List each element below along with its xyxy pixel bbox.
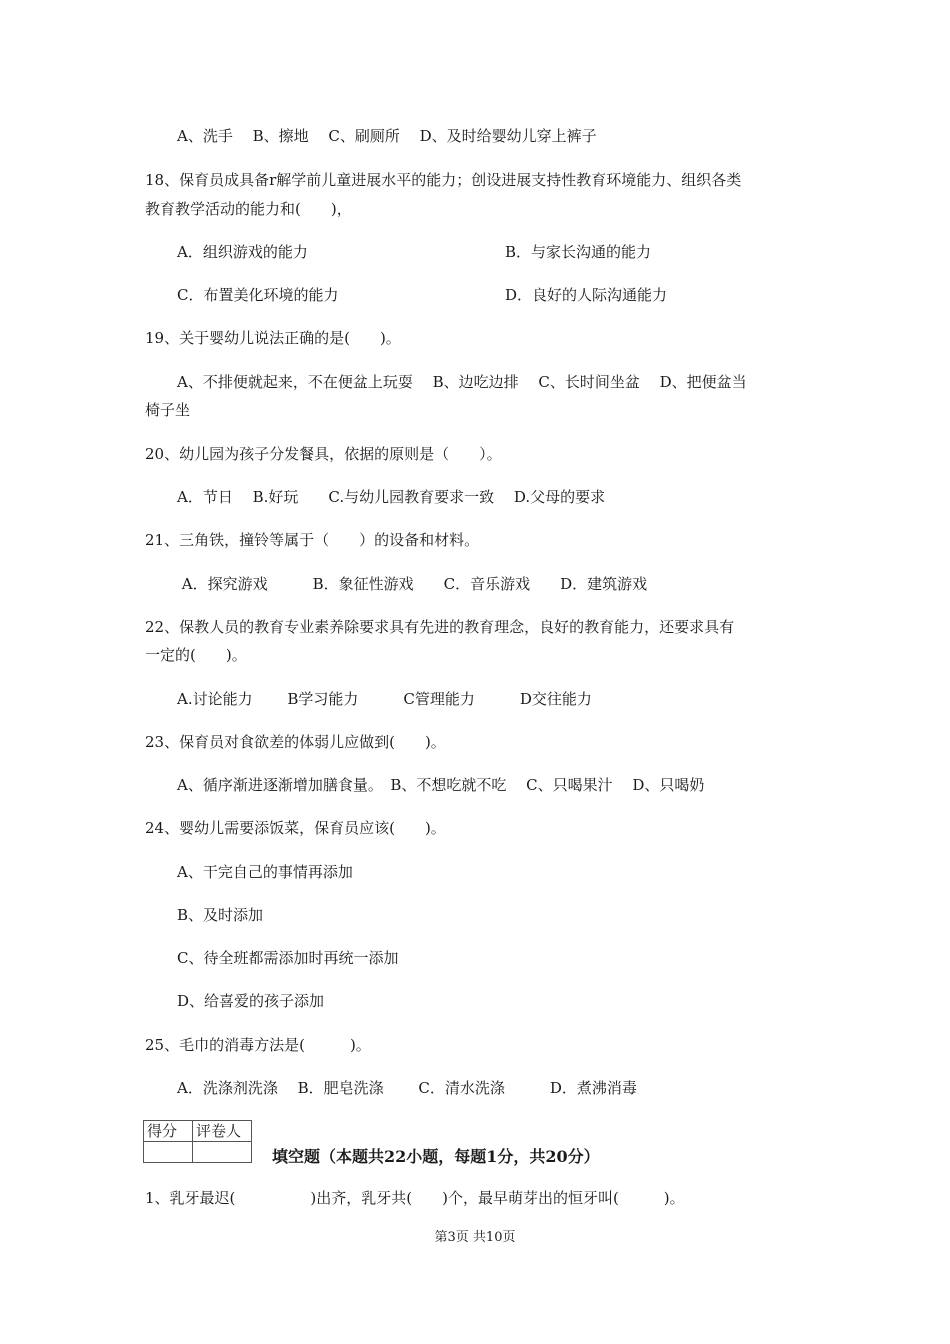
page-footer: 第3页 共10页 — [434, 1230, 516, 1245]
q18-text-line2: 教育教学活动的能力和( )， — [145, 200, 352, 218]
q23-options: A、循序渐进逐渐增加膳食量。 B、不想吃就不吃 C、只喝果汁 D、只喝奶 — [177, 776, 705, 794]
score-cell — [144, 1142, 193, 1163]
q24-option-d: D、给喜爱的孩子添加 — [177, 992, 325, 1010]
q18-option-b: B．与家长沟通的能力 — [505, 243, 652, 261]
grader-label: 评卷人 — [193, 1121, 252, 1142]
score-label: 得分 — [144, 1121, 193, 1142]
q25-text: 25、毛巾的消毒方法是( )。 — [145, 1036, 371, 1054]
q19-options-line2: 椅子坐 — [145, 401, 191, 419]
q20-text: 20、幼儿园为孩子分发餐具，依据的原则是（ ）。 — [145, 445, 502, 463]
q24-option-c: C、待全班都需添加时再统一添加 — [177, 949, 399, 967]
section-title: 填空题（本题共22小题，每题1分，共20分） — [272, 1147, 600, 1166]
q19-options-line1: A、不排便就起来，不在便盆上玩耍 B、边吃边排 C、长时间坐盆 D、把便盆当 — [177, 373, 747, 391]
q19-text: 19、关于婴幼儿说法正确的是( )。 — [145, 329, 401, 347]
q23-text: 23、保育员对食欲差的体弱儿应做到( )。 — [145, 733, 446, 751]
q20-options: A．节日 B.好玩 C.与幼儿园教育要求一致 D.父母的要求 — [177, 488, 606, 506]
q18-text-line1: 18、保育员成具备r解学前儿童进展水平的能力；创设进展支持性教育环境能力、组织各类 — [145, 171, 742, 189]
fill-q1-text: 1、乳牙最迟( )出齐，乳牙共( )个，最早萌芽出的恒牙叫( )。 — [145, 1189, 685, 1207]
grader-cell — [193, 1142, 252, 1163]
q22-text-line2: 一定的( )。 — [145, 646, 247, 664]
q18-option-d: D．良好的人际沟通能力 — [505, 286, 668, 304]
q24-option-b: B、及时添加 — [177, 906, 264, 924]
score-box — [143, 1120, 252, 1163]
q22-text-line1: 22、保教人员的教育专业素养除要求具有先进的教育理念，良好的教育能力，还要求具有 — [145, 618, 735, 636]
q21-options: A．探究游戏 B．象征性游戏 C．音乐游戏 D．建筑游戏 — [177, 575, 648, 593]
q18-option-a: A．组织游戏的能力 — [177, 243, 308, 261]
q24-option-a: A、干完自己的事情再添加 — [177, 863, 353, 881]
q18-option-c: C．布置美化环境的能力 — [177, 286, 339, 304]
q22-options: A.讨论能力 B学习能力 C管理能力 D交往能力 — [177, 690, 592, 708]
q25-options: A．洗涤剂洗涤 B．肥皂洗涤 C．清水洗涤 D．煮沸消毒 — [177, 1079, 637, 1097]
q17-options: A、洗手 B、擦地 C、刷厕所 D、及时给婴幼儿穿上裤子 — [177, 127, 597, 145]
q24-text: 24、婴幼儿需要添饭菜，保育员应该( )。 — [145, 819, 446, 837]
q21-text: 21、三角铁，撞铃等属于（ ）的设备和材料。 — [145, 531, 480, 549]
